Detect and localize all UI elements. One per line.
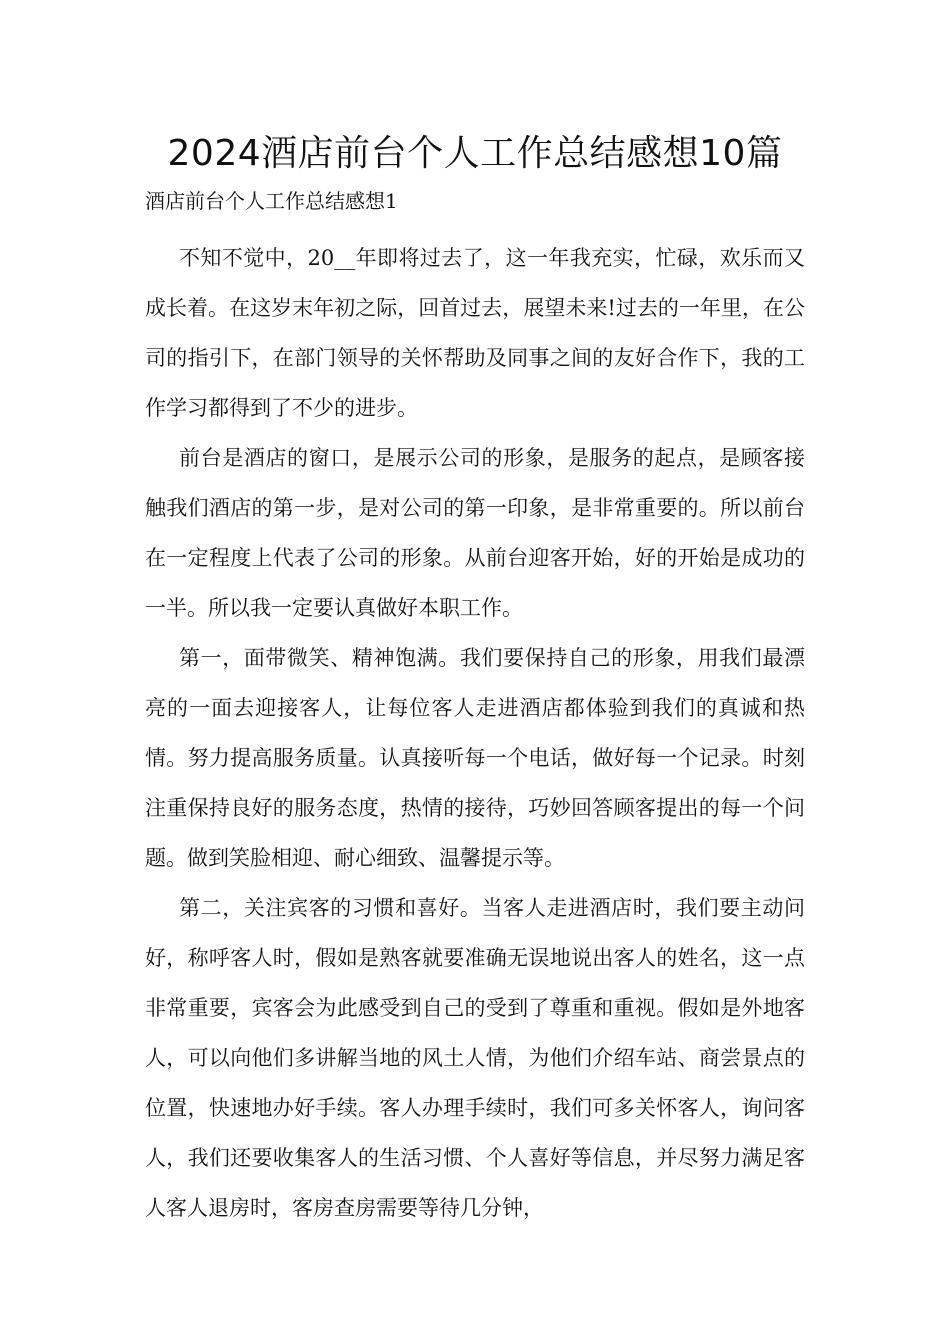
document-title: 2024酒店前台个人工作总结感想10篇 [167,133,783,174]
section-heading: 酒店前台个人工作总结感想1 [145,189,398,213]
paragraph-3: 第一，面带微笑、精神饱满。我们要保持自己的形象，用我们最漂亮的一面去迎接客人，让每位客人走进酒店都体验到我们的真诚和热情。努力提高服务质量。认真接听每一个电话，做好每一个记录。时刻注重保持良好的服务态度，热情的接待，巧妙回答顾客提出的每一个问题。做到笑脸相迎、耐心细致、温馨提示等。 [145,646,805,870]
paragraph-4: 第二，关注宾客的习惯和喜好。当客人走进酒店时，我们要主动问好，称呼客人时，假如是熟客就要准确无误地说出客人的姓名，这一点非常重要，宾客会为此感受到自己的受到了尊重和重视。假如是外地客人，可以向他们多讲解当地的风土人情，为他们介绍车站、商尝景点的位置，快速地办好手续。客人办理手续时，我们可多关怀客人，询问客人，我们还要收集客人的生活习惯、个人喜好等信息，并尽努力满足客人客人退房时，客房查房需要等待几分钟， [145,896,805,1220]
document-body [145,233,805,1233]
paragraph-1: 不知不觉中，20__年即将过去了，这一年我充实，忙碌，欢乐而又成长着。在这岁末年初之际，回首过去，展望未来!过去的一年里，在公司的指引下，在部门领导的关怀帮助及同事之间的友好合作下，我的工作学习都得到了不少的进步。 [145,246,805,420]
paragraph-2: 前台是酒店的窗口，是展示公司的形象，是服务的起点，是顾客接触我们酒店的第一步，是对公司的第一印象，是非常重要的。所以前台在一定程度上代表了公司的形象。从前台迎客开始，好的开始是成功的一半。所以我一定要认真做好本职工作。 [145,446,805,620]
